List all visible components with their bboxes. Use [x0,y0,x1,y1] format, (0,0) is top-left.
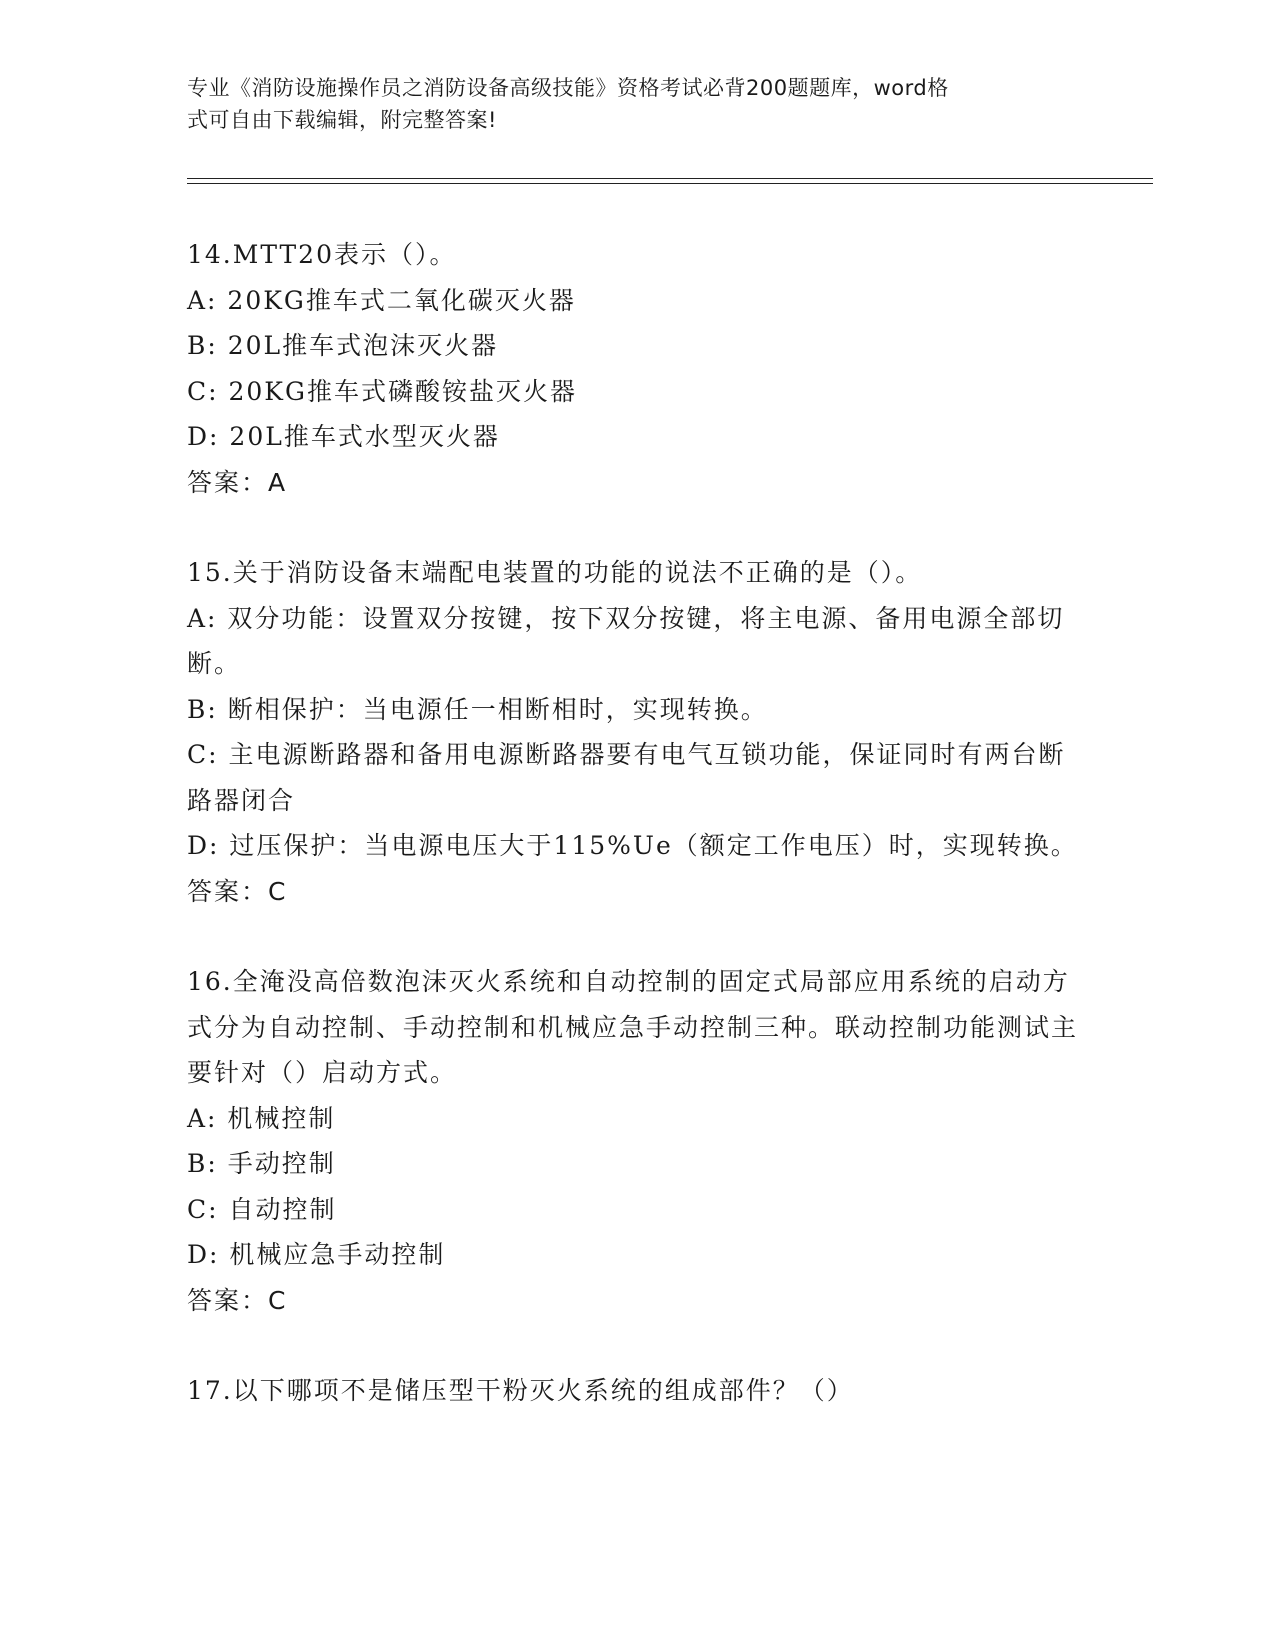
option-d: D: 机械应急手动控制 [187,1240,446,1269]
question-15 [187,550,1087,914]
document-header [187,72,1087,136]
option-c: C: 自动控制 [187,1194,337,1224]
question-list [187,232,1087,1459]
option-a: A: 双分功能：设置双分按键，按下双分按键，将主电源、备用电源全部切断。 [187,603,1065,678]
header-line-1: 专业《消防设施操作员之消防设备高级技能》资格考试必背200题题库，word格 [187,76,949,100]
question-text: 14.MTT20表示（）。 [187,240,457,269]
header-divider-bottom [187,183,1153,184]
option-d: D: 20L推车式水型灭火器 [187,422,500,451]
answer: 答案：C [187,1285,288,1315]
answer: 答案：A [187,467,288,497]
option-c: C: 主电源断路器和备用电源断路器要有电气互锁功能，保证同时有两台断路器闭合 [187,740,1066,815]
option-a: A: 机械控制 [187,1103,336,1133]
question-text: 15.关于消防设备末端配电装置的功能的说法不正确的是（）。 [187,558,923,587]
header-divider-top [187,178,1153,179]
question-17 [187,1368,1087,1414]
option-b: B: 手动控制 [187,1149,336,1178]
question-text: 16.全淹没高倍数泡沫灭火系统和自动控制的固定式局部应用系统的启动方式分为自动控制、手动控制和机械应急手动控制三种。联动控制功能测试主要针对（）启动方式。 [187,967,1079,1087]
question-14 [187,232,1087,505]
question-16 [187,959,1087,1323]
header-line-2: 式可自由下载编辑，附完整答案! [187,108,497,132]
option-c: C: 20KG推车式磷酸铵盐灭火器 [187,376,577,406]
option-d: D: 过压保护：当电源电压大于115%Ue（额定工作电压）时，实现转换。 [187,831,1078,860]
option-b: B: 断相保护：当电源任一相断相时，实现转换。 [187,694,768,724]
question-text: 17.以下哪项不是储压型干粉灭火系统的组成部件？（） [187,1376,854,1405]
option-a: A: 20KG推车式二氧化碳灭火器 [187,285,576,315]
option-b: B: 20L推车式泡沫灭火器 [187,331,499,360]
answer: 答案：C [187,876,288,906]
